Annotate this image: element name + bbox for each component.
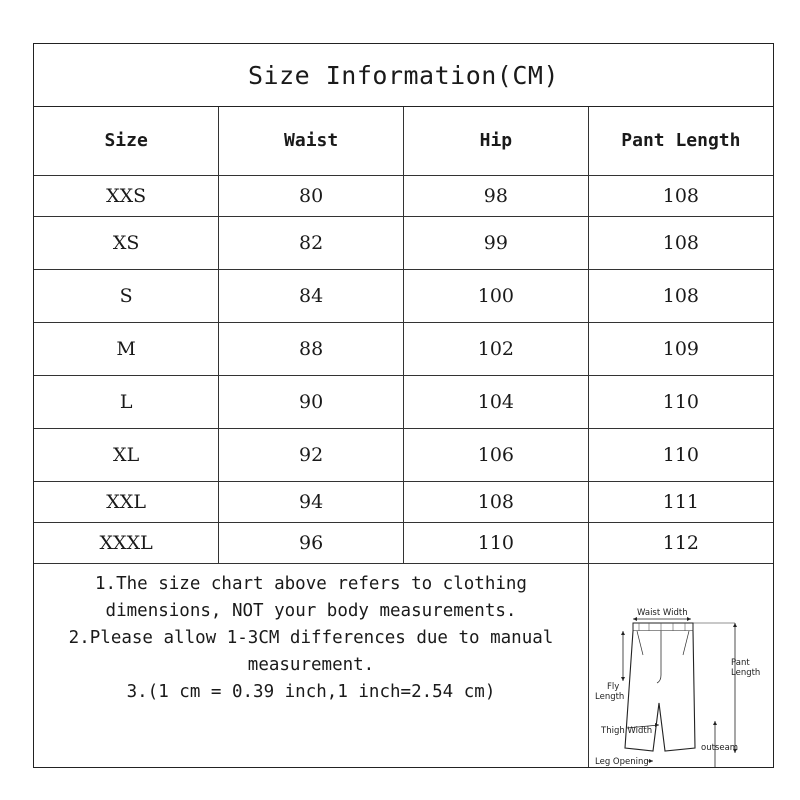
cell-waist: 80 <box>219 175 404 216</box>
header-pant-length: Pant Length <box>588 107 773 175</box>
table-row <box>34 375 773 428</box>
table-row <box>34 269 773 322</box>
header-size: Size <box>34 107 219 175</box>
label-leg-opening: Leg Opening <box>595 757 649 767</box>
table-row <box>34 216 773 269</box>
cell-hip: 99 <box>404 216 589 269</box>
pants-measurement-diagram <box>589 563 773 767</box>
cell-hip: 108 <box>404 481 589 522</box>
note-line: measurement. <box>247 655 375 675</box>
header-hip: Hip <box>404 107 589 175</box>
cell-pant-length: 110 <box>588 375 773 428</box>
cell-size: XXL <box>34 481 219 522</box>
label-waist-width: Waist Width <box>637 608 688 618</box>
cell-hip: 100 <box>404 269 589 322</box>
cell-pant-length: 109 <box>588 322 773 375</box>
table-row <box>34 322 773 375</box>
cell-hip: 98 <box>404 175 589 216</box>
cell-hip: 106 <box>404 428 589 481</box>
cell-waist: 88 <box>219 322 404 375</box>
cell-pant-length: 110 <box>588 428 773 481</box>
note-line: 2.Please allow 1-3CM differences due to manual <box>68 628 554 648</box>
cell-waist: 84 <box>219 269 404 322</box>
table-header-row <box>34 107 773 175</box>
cell-size: XL <box>34 428 219 481</box>
cell-waist: 96 <box>219 522 404 563</box>
pants-diagram-icon <box>589 563 773 767</box>
table-row <box>34 175 773 216</box>
cell-hip: 104 <box>404 375 589 428</box>
cell-size: XS <box>34 216 219 269</box>
cell-waist: 94 <box>219 481 404 522</box>
size-table <box>34 107 773 564</box>
label-fly: Fly <box>607 682 620 692</box>
size-chart <box>33 43 774 768</box>
cell-pant-length: 108 <box>588 269 773 322</box>
cell-size: L <box>34 375 219 428</box>
label-pant-length: Length <box>731 668 761 678</box>
label-fly-length: Length <box>595 692 625 702</box>
table-row <box>34 481 773 522</box>
note-line: dimensions, NOT your body measurements. <box>105 601 517 621</box>
cell-hip: 110 <box>404 522 589 563</box>
label-outseam: outseam <box>701 743 739 753</box>
cell-pant-length: 112 <box>588 522 773 563</box>
label-pant: Pant <box>731 658 750 668</box>
note-line: 3.(1 cm = 0.39 inch,1 inch=2.54 cm) <box>126 682 496 702</box>
cell-waist: 82 <box>219 216 404 269</box>
cell-pant-length: 108 <box>588 175 773 216</box>
cell-size: M <box>34 322 219 375</box>
cell-waist: 92 <box>219 428 404 481</box>
table-row <box>34 428 773 481</box>
cell-size: S <box>34 269 219 322</box>
cell-pant-length: 111 <box>588 481 773 522</box>
cell-waist: 90 <box>219 375 404 428</box>
page-title: Size Information(CM) <box>34 44 773 107</box>
header-waist: Waist <box>219 107 404 175</box>
cell-hip: 102 <box>404 322 589 375</box>
cell-size: XXXL <box>34 522 219 563</box>
label-thigh-width: Thigh Width <box>601 726 653 736</box>
cell-size: XXS <box>34 175 219 216</box>
note-line: 1.The size chart above refers to clothing <box>95 574 527 594</box>
size-notes <box>34 563 589 767</box>
table-row <box>34 522 773 563</box>
cell-pant-length: 108 <box>588 216 773 269</box>
